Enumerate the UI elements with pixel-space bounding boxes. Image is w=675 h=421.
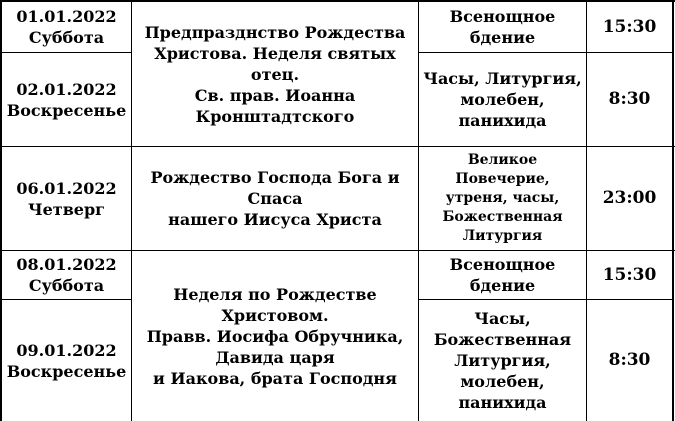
date-text: 06.01.2022 <box>16 178 117 198</box>
service-line: Литургия <box>462 228 543 244</box>
feast-cell <box>132 251 418 421</box>
service-cell <box>419 147 586 250</box>
weekday-text: Суббота <box>28 28 105 47</box>
date-cell <box>2 251 131 299</box>
service-line: Часы, Литургия, <box>423 69 582 88</box>
service-line: Божественная <box>442 209 563 225</box>
time-text: 8:30 <box>608 89 651 109</box>
service-line: панихида <box>458 111 547 130</box>
date-cell <box>2 2 131 52</box>
time-cell <box>587 2 672 52</box>
service-cell <box>419 2 586 52</box>
feast-cell <box>132 147 418 250</box>
service-line: утреня, часы, <box>445 190 560 206</box>
time-cell <box>587 251 672 299</box>
service-line: Великое Повечерие, <box>455 152 550 187</box>
feast-line: Христова. Неделя святых <box>154 43 396 63</box>
service-line: бдение <box>469 276 536 295</box>
weekday-text: Воскресенье <box>6 100 127 120</box>
time-cell <box>587 147 672 250</box>
grid-border-right <box>672 0 674 421</box>
service-line: Всенощное <box>449 7 556 26</box>
feast-line: Рождество Господа Бога и <box>150 168 400 187</box>
service-line: молебен, <box>460 90 545 109</box>
time-text: 15:30 <box>602 264 657 285</box>
time-text: 8:30 <box>608 350 651 370</box>
service-cell <box>419 300 586 421</box>
service-line: бдение <box>469 28 536 47</box>
weekday-text: Четверг <box>27 199 105 219</box>
time-text: 15:30 <box>602 16 657 37</box>
service-line: панихида <box>458 393 547 412</box>
weekday-text: Суббота <box>28 276 105 295</box>
date-cell <box>2 300 131 421</box>
time-cell <box>587 53 672 146</box>
feast-line: Кронштадтского <box>195 106 355 126</box>
feast-line: отец. <box>250 64 300 84</box>
service-cell <box>419 53 586 146</box>
date-cell <box>2 147 131 250</box>
date-text: 09.01.2022 <box>16 340 117 360</box>
feast-line: Давида царя <box>215 347 335 367</box>
feast-line: Предпразднство Рождества <box>144 22 406 42</box>
feast-line: и Иакова, брата Господня <box>153 368 397 388</box>
date-cell <box>2 53 131 146</box>
feast-cell <box>132 2 418 146</box>
service-line: Часы, <box>474 309 531 328</box>
service-line: Божественная <box>433 330 572 349</box>
service-line: Литургия, <box>454 351 551 370</box>
time-cell <box>587 300 672 421</box>
service-cell <box>419 251 586 299</box>
feast-line: Спаса <box>247 189 303 208</box>
feast-line: Христовом. <box>221 305 329 325</box>
date-text: 08.01.2022 <box>16 255 117 274</box>
time-text: 23:00 <box>602 188 657 208</box>
date-text: 01.01.2022 <box>16 7 117 26</box>
feast-line: Правв. Иосифа Обручника, <box>146 326 404 346</box>
feast-line: нашего Иисуса Христа <box>168 210 382 229</box>
date-text: 02.01.2022 <box>16 79 117 99</box>
feast-line: Св. прав. Иоанна <box>194 85 356 105</box>
service-line: молебен, <box>460 372 545 391</box>
weekday-text: Воскресенье <box>6 361 127 381</box>
service-line: Всенощное <box>449 255 556 274</box>
feast-line: Неделя по Рождестве <box>173 284 377 304</box>
